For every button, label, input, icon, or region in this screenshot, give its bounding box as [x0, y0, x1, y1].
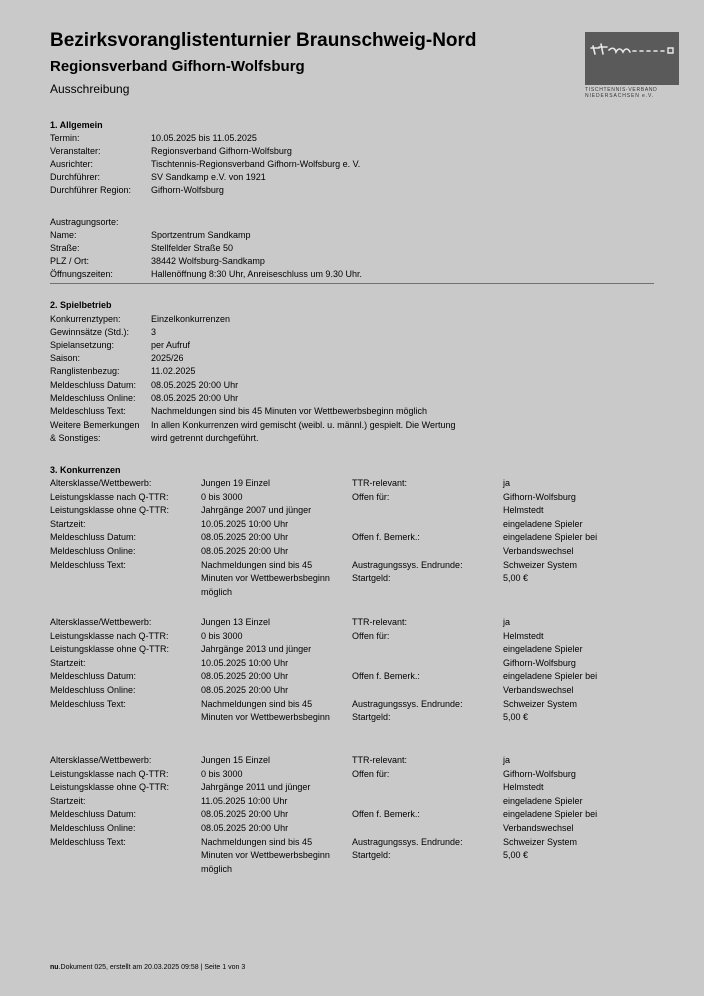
konkurrenz-label: Meldeschluss Datum:: [50, 809, 137, 819]
field-label: Öffnungszeiten:: [50, 269, 113, 279]
konkurrenz-label: Meldeschluss Text:: [50, 699, 126, 709]
field-value: Gifhorn-Wolfsburg: [151, 185, 224, 195]
konkurrenz-value: 11.05.2025 10:00 Uhr: [201, 796, 288, 806]
austragungsorte-heading: Austragungsorte:: [50, 217, 119, 227]
konkurrenz-label: Offen für:: [352, 492, 390, 502]
konkurrenz-value: Jahrgänge 2011 und jünger: [201, 782, 311, 792]
konkurrenz-value: Verbandswechsel: [503, 823, 574, 833]
section-heading-spielbetrieb: 2. Spielbetrieb: [50, 300, 112, 310]
konkurrenz-label: Startgeld:: [352, 850, 391, 860]
konkurrenz-label: Meldeschluss Online:: [50, 685, 136, 695]
konkurrenz-value: eingeladene Spieler: [503, 519, 583, 529]
field-value: 08.05.2025 20:00 Uhr: [151, 380, 239, 390]
field-value: 08.05.2025 20:00 Uhr: [151, 393, 239, 403]
konkurrenz-value: Nachmeldungen sind bis 45: [201, 837, 313, 847]
konkurrenz-label: Startzeit:: [50, 658, 86, 668]
konkurrenz-label: Meldeschluss Text:: [50, 837, 126, 847]
ttvn-logo: [585, 32, 679, 99]
field-value: Tischtennis-Regionsverband Gifhorn-Wolfsburg e. V.: [151, 159, 361, 169]
konkurrenz-label: Startgeld:: [352, 712, 391, 722]
field-label: Durchführer Region:: [50, 185, 132, 195]
konkurrenz-value: Minuten vor Wettbewerbsbeginn: [201, 573, 330, 583]
konkurrenz-value: ja: [503, 478, 511, 488]
field-value: Stellfelder Straße 50: [151, 243, 234, 253]
konkurrenz-label: Offen für:: [352, 631, 390, 641]
field-label: Ranglistenbezug:: [50, 366, 120, 376]
logo-text-line2: NIEDERSACHSEN e.V.: [585, 93, 655, 99]
field-value: 2025/26: [151, 353, 184, 363]
konkurrenz-label: Meldeschluss Datum:: [50, 671, 137, 681]
konkurrenz-label: Altersklasse/Wettbewerb:: [50, 755, 152, 765]
field-value: 3: [151, 327, 157, 337]
konkurrenz-value: 08.05.2025 20:00 Uhr: [201, 685, 289, 695]
konkurrenz-value: ja: [503, 755, 511, 765]
field-label: Gewinnsätze (Std.):: [50, 327, 130, 337]
konkurrenz-label: Meldeschluss Online:: [50, 823, 136, 833]
konkurrenz-label: Altersklasse/Wettbewerb:: [50, 617, 152, 627]
konkurrenz-label: Offen für:: [352, 769, 390, 779]
logo-text-line1: TISCHTENNIS-VERBAND: [585, 87, 658, 93]
field-label: PLZ / Ort:: [50, 256, 90, 266]
konkurrenz-value: Jahrgänge 2013 und jünger: [201, 644, 312, 654]
konkurrenz-value: Gifhorn-Wolfsburg: [503, 492, 576, 502]
konkurrenz-label: Offen f. Bemerk.:: [352, 671, 420, 681]
field-label: Meldeschluss Datum:: [50, 380, 137, 390]
konkurrenz-label: Leistungsklasse nach Q-TTR:: [50, 631, 169, 641]
section-heading-allgemein: 1. Allgemein: [50, 120, 103, 130]
konkurrenz-value: Helmstedt: [503, 505, 544, 515]
field-label: Veranstalter:: [50, 146, 101, 156]
field-value: wird getrennt durchgeführt.: [151, 433, 259, 443]
konkurrenz-value: Schweizer System: [503, 699, 578, 709]
field-label: Konkurrenztypen:: [50, 314, 121, 324]
konkurrenz-value: Verbandswechsel: [503, 685, 574, 695]
konkurrenz-label: TTR-relevant:: [352, 478, 408, 488]
logo-mark: [585, 32, 679, 85]
konkurrenz-value: Jungen 15 Einzel: [201, 755, 271, 765]
konkurrenz-label: TTR-relevant:: [352, 617, 408, 627]
document-footer: [50, 964, 245, 971]
konkurrenz-label: Austragungssys. Endrunde:: [352, 837, 463, 847]
konkurrenz-value: eingeladene Spieler bei: [503, 809, 598, 819]
konkurrenz-label: Offen f. Bemerk.:: [352, 532, 420, 542]
konkurrenz-value: Minuten vor Wettbewerbsbeginn: [201, 712, 330, 722]
konkurrenz-value: 5,00 €: [503, 573, 529, 583]
footer-text: .Dokument 025, erstellt am 20.03.2025 09:58 | Seite 1 von 3: [58, 964, 246, 971]
konkurrenz-value: eingeladene Spieler bei: [503, 532, 598, 542]
field-label: Termin:: [50, 133, 80, 143]
konkurrenz-value: möglich: [201, 587, 233, 597]
konkurrenz-label: Austragungssys. Endrunde:: [352, 560, 463, 570]
konkurrenz-label: Startzeit:: [50, 519, 86, 529]
konkurrenz-value: 08.05.2025 20:00 Uhr: [201, 671, 289, 681]
konkurrenz-value: 5,00 €: [503, 850, 529, 860]
konkurrenz-label: Leistungsklasse ohne Q-TTR:: [50, 782, 170, 792]
field-value: Sportzentrum Sandkamp: [151, 230, 251, 240]
field-label: Ausrichter:: [50, 159, 94, 169]
konkurrenz-value: eingeladene Spieler: [503, 644, 583, 654]
konkurrenz-value: möglich: [201, 864, 233, 874]
field-value: In allen Konkurrenzen wird gemischt (weibl. u. männl.) gespielt. Die Wertung: [151, 420, 456, 430]
document-title: Bezirksvoranglistenturnier Braunschweig-Nord: [50, 30, 477, 51]
konkurrenz-label: Startzeit:: [50, 796, 86, 806]
konkurrenz-value: 0 bis 3000: [201, 631, 243, 641]
konkurrenz-value: 08.05.2025 20:00 Uhr: [201, 532, 289, 542]
konkurrenz-label: Startgeld:: [352, 573, 391, 583]
konkurrenz-value: Helmstedt: [503, 782, 544, 792]
konkurrenz-value: Helmstedt: [503, 631, 544, 641]
konkurrenz-label: TTR-relevant:: [352, 755, 408, 765]
konkurrenz-value: ja: [503, 617, 511, 627]
konkurrenz-value: 08.05.2025 20:00 Uhr: [201, 546, 289, 556]
field-label: Weitere Bemerkungen: [50, 420, 140, 430]
field-value: 38442 Wolfsburg-Sandkamp: [151, 256, 265, 266]
konkurrenz-value: 08.05.2025 20:00 Uhr: [201, 823, 289, 833]
field-label: Saison:: [50, 353, 81, 363]
field-label: Durchführer:: [50, 172, 101, 182]
konkurrenz-value: Nachmeldungen sind bis 45: [201, 560, 313, 570]
field-value: 11.02.2025: [151, 366, 196, 376]
konkurrenz-value: 08.05.2025 20:00 Uhr: [201, 809, 289, 819]
konkurrenz-value: Jahrgänge 2007 und jünger: [201, 505, 312, 515]
konkurrenz-value: 10.05.2025 10:00 Uhr: [201, 658, 289, 668]
konkurrenz-label: Leistungsklasse nach Q-TTR:: [50, 769, 169, 779]
field-value: SV Sandkamp e.V. von 1921: [151, 172, 266, 182]
field-label: & Sonstiges:: [50, 433, 101, 443]
konkurrenz-value: Schweizer System: [503, 837, 578, 847]
konkurrenz-value: Gifhorn-Wolfsburg: [503, 769, 576, 779]
konkurrenz-value: Gifhorn-Wolfsburg: [503, 658, 576, 668]
konkurrenz-value: 5,00 €: [503, 712, 529, 722]
field-label: Meldeschluss Text:: [50, 406, 126, 416]
konkurrenz-value: Schweizer System: [503, 560, 578, 570]
konkurrenz-value: 0 bis 3000: [201, 769, 243, 779]
field-label: Meldeschluss Online:: [50, 393, 136, 403]
konkurrenz-value: Nachmeldungen sind bis 45: [201, 699, 313, 709]
document-subtitle: Regionsverband Gifhorn-Wolfsburg: [50, 58, 305, 75]
document-type: Ausschreibung: [50, 82, 130, 96]
konkurrenz-value: Minuten vor Wettbewerbsbeginn: [201, 850, 330, 860]
konkurrenz-value: eingeladene Spieler bei: [503, 671, 598, 681]
field-value: Nachmeldungen sind bis 45 Minuten vor Wettbewerbsbeginn möglich: [151, 406, 427, 416]
konkurrenz-label: Meldeschluss Online:: [50, 546, 136, 556]
konkurrenz-value: Jungen 13 Einzel: [201, 617, 271, 627]
konkurrenz-label: Leistungsklasse ohne Q-TTR:: [50, 644, 170, 654]
konkurrenz-value: Verbandswechsel: [503, 546, 574, 556]
logo-signature-icon: [585, 32, 679, 85]
konkurrenz-value: eingeladene Spieler: [503, 796, 583, 806]
konkurrenz-label: Leistungsklasse ohne Q-TTR:: [50, 505, 170, 515]
field-value: 10.05.2025 bis 11.05.2025: [151, 133, 257, 143]
konkurrenz-value: 0 bis 3000: [201, 492, 243, 502]
field-value: Einzelkonkurrenzen: [151, 314, 231, 324]
field-value: Hallenöffnung 8:30 Uhr, Anreiseschluss um 9.30 Uhr.: [151, 269, 362, 279]
section-divider: [50, 283, 654, 284]
konkurrenz-label: Leistungsklasse nach Q-TTR:: [50, 492, 169, 502]
field-value: per Aufruf: [151, 340, 191, 350]
konkurrenz-value: Jungen 19 Einzel: [201, 478, 271, 488]
konkurrenz-label: Altersklasse/Wettbewerb:: [50, 478, 152, 488]
konkurrenz-label: Offen f. Bemerk.:: [352, 809, 420, 819]
field-label: Straße:: [50, 243, 80, 253]
konkurrenz-label: Meldeschluss Datum:: [50, 532, 137, 542]
section-heading-konkurrenzen: 3. Konkurrenzen: [50, 465, 121, 475]
field-label: Name:: [50, 230, 77, 240]
field-value: Regionsverband Gifhorn-Wolfsburg: [151, 146, 292, 156]
konkurrenz-label: Austragungssys. Endrunde:: [352, 699, 463, 709]
field-label: Spielansetzung:: [50, 340, 115, 350]
konkurrenz-value: 10.05.2025 10:00 Uhr: [201, 519, 289, 529]
konkurrenz-label: Meldeschluss Text:: [50, 560, 126, 570]
footer-brand: nu: [50, 964, 59, 971]
